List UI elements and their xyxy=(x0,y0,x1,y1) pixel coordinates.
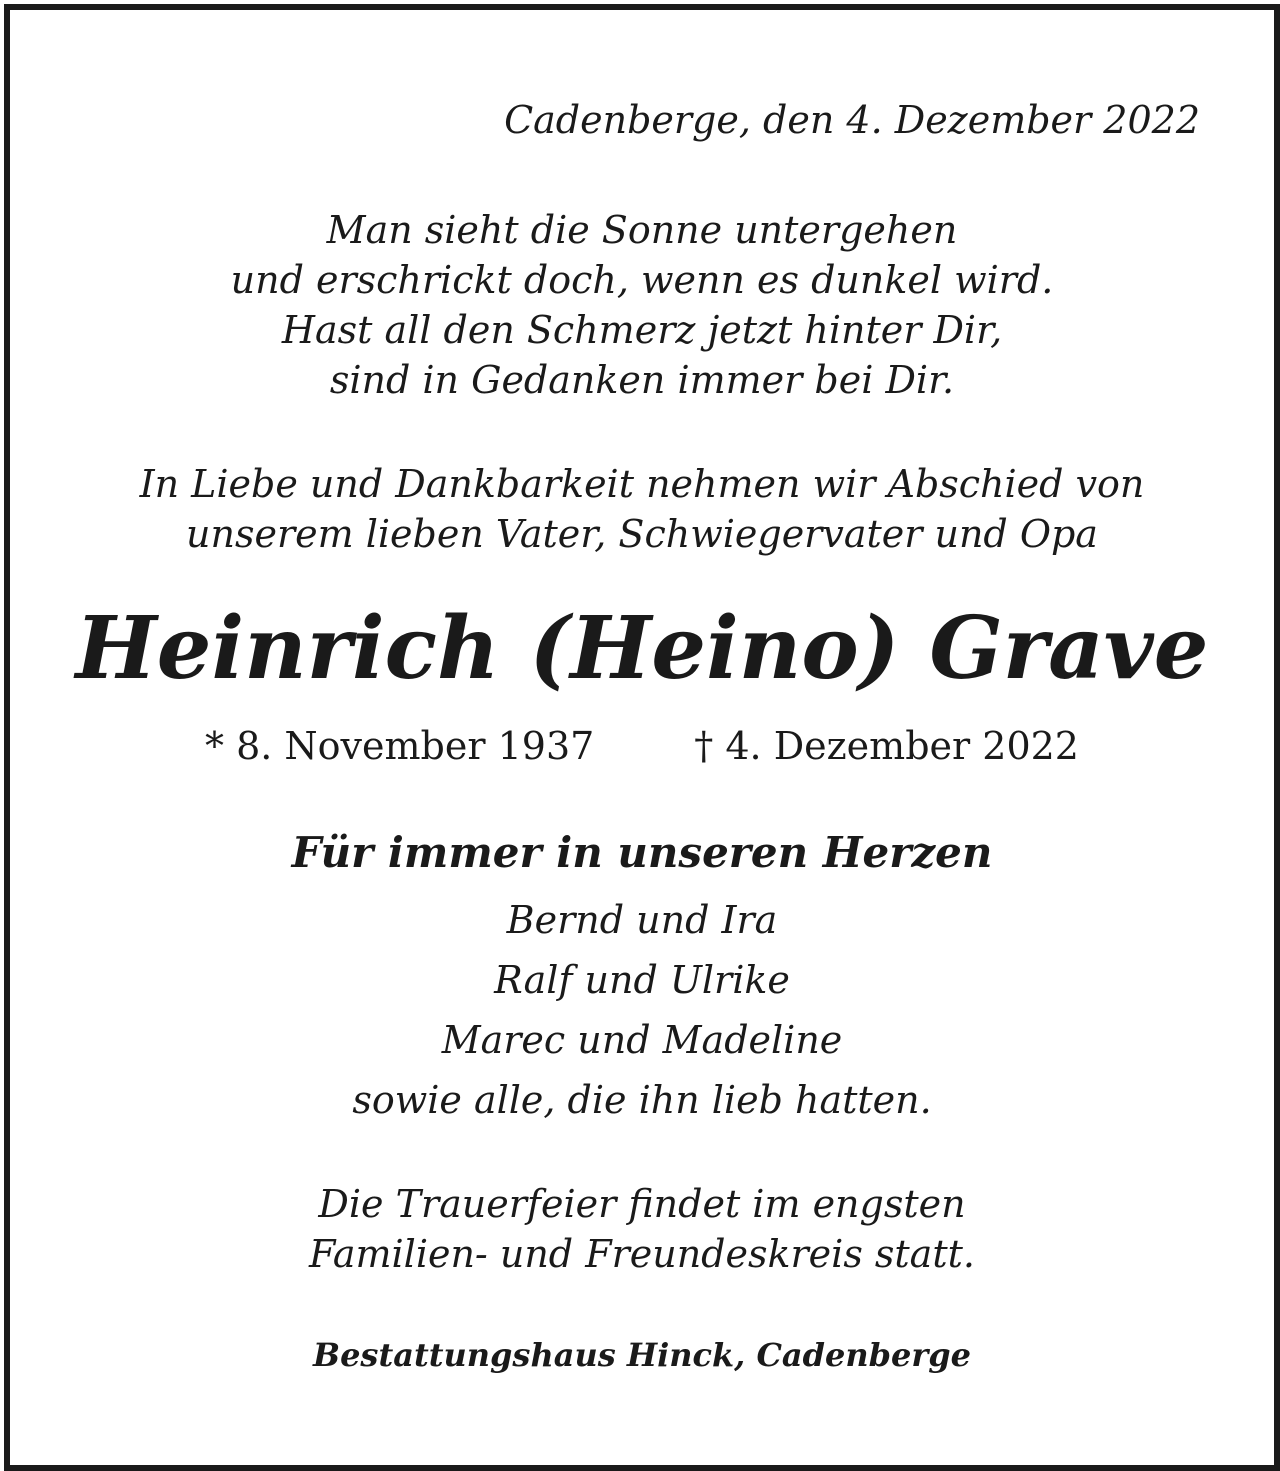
verse-line-3: Hast all den Schmerz jetzt hinter Dir, xyxy=(281,308,1003,352)
ceremony-line-2: Familien- und Freundeskreis statt. xyxy=(309,1232,975,1276)
deceased-name: Heinrich (Heino) Grave xyxy=(75,598,1209,699)
death-date: † 4. Dezember 2022 xyxy=(694,724,1079,768)
funeral-home: Bestattungshaus Hinck, Cadenberge xyxy=(313,1336,971,1374)
intro-line-1: In Liebe und Dankbarkeit nehmen wir Abschied von xyxy=(139,462,1145,506)
obituary-notice xyxy=(4,4,1280,1471)
mourner-line-2: Ralf und Ulrike xyxy=(494,958,790,1002)
place-and-date: Cadenberge, den 4. Dezember 2022 xyxy=(504,98,1200,142)
verse-line-2: und erschrickt doch, wenn es dunkel wird. xyxy=(230,258,1054,302)
verse-line-4: sind in Gedanken immer bei Dir. xyxy=(329,358,955,402)
mourner-line-4: sowie alle, die ihn lieb hatten. xyxy=(352,1078,932,1122)
ceremony-line-1: Die Trauerfeier findet im engsten xyxy=(318,1182,966,1226)
birth-date: * 8. November 1937 xyxy=(205,724,595,768)
verse-line-1: Man sieht die Sonne untergehen xyxy=(326,208,958,252)
life-dates xyxy=(10,724,1274,768)
mourner-line-3: Marec und Madeline xyxy=(441,1018,843,1062)
mourner-line-1: Bernd und Ira xyxy=(506,898,778,942)
motto: Für immer in unseren Herzen xyxy=(291,828,993,877)
intro-line-2: unserem lieben Vater, Schwiegervater und Opa xyxy=(186,512,1098,556)
